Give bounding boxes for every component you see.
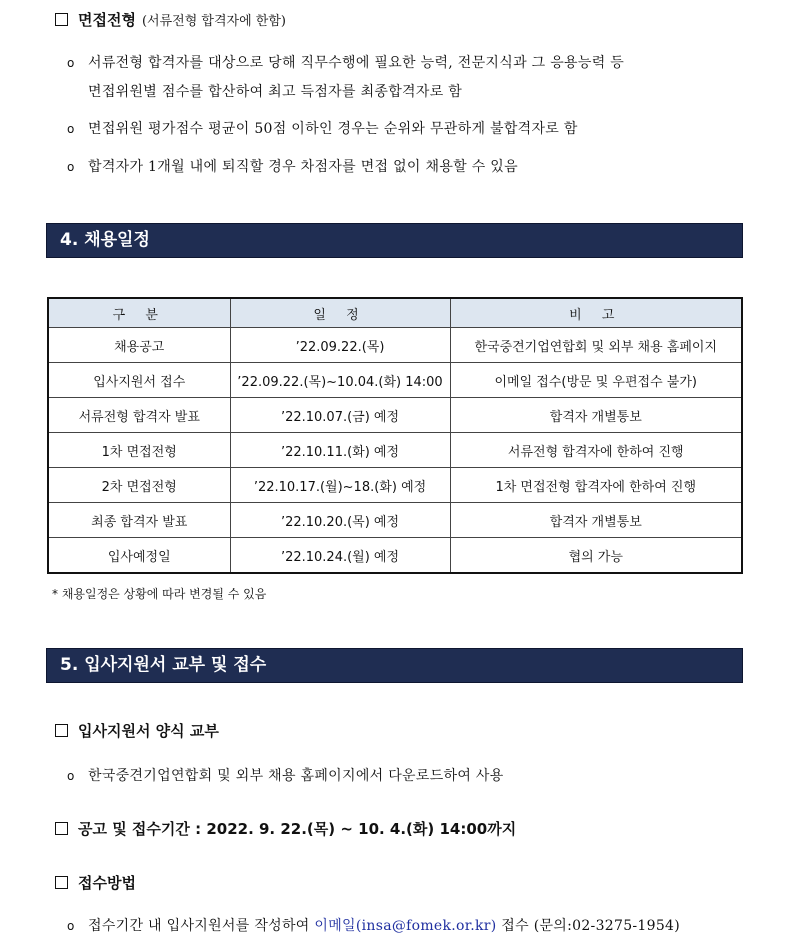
header-remarks: 비 고 bbox=[450, 298, 742, 328]
checkbox-square-icon bbox=[55, 822, 68, 835]
circle-bullet-icon: o bbox=[67, 919, 75, 933]
method-heading: 접수방법 bbox=[55, 872, 136, 893]
table-row: 입사예정일 ’22.10.24.(월) 예정 협의 가능 bbox=[48, 538, 742, 574]
table-row: 1차 면접전형 ’22.10.11.(화) 예정 서류전형 합격자에 한하여 진행 bbox=[48, 433, 742, 468]
circle-bullet-icon: o bbox=[67, 160, 75, 174]
method-bullet: o 접수기간 내 입사지원서를 작성하여 이메일(insa@fomek.or.kr) 접수 (문의:02-3275-1954) bbox=[67, 918, 681, 934]
checkbox-square-icon bbox=[55, 724, 68, 737]
table-row: 채용공고 ’22.09.22.(목) 한국중견기업연합회 및 외부 채용 홈페이지 bbox=[48, 328, 742, 363]
interview-bullet-3: o 합격자가 1개월 내에 퇴직할 경우 차점자를 면접 없이 채용할 수 있음 bbox=[67, 159, 518, 175]
table-row: 최종 합격자 발표 ’22.10.20.(목) 예정 합격자 개별통보 bbox=[48, 503, 742, 538]
circle-bullet-icon: o bbox=[67, 56, 75, 70]
interview-heading-text: 면접전형 bbox=[78, 11, 136, 29]
interview-heading-note: (서류전형 합격자에 한함) bbox=[141, 14, 286, 29]
table-row: 서류전형 합격자 발표 ’22.10.07.(금) 예정 합격자 개별통보 bbox=[48, 398, 742, 433]
circle-bullet-icon: o bbox=[67, 122, 75, 136]
interview-bullet-1: o 서류전형 합격자를 대상으로 당해 직무수행에 필요한 능력, 전문지식과 그 응용능력 등 면접위원별 점수를 합산하여 최고 득점자를 최종합격자로 함 bbox=[67, 55, 625, 100]
circle-bullet-icon: o bbox=[67, 769, 75, 783]
checkbox-square-icon bbox=[55, 13, 68, 26]
table-row: 입사지원서 접수 ’22.09.22.(목)~10.04.(화) 14:00 이메일 접수(방문 및 우편접수 불가) bbox=[48, 363, 742, 398]
interview-bullet-2: o 면접위원 평가점수 평균이 50점 이하인 경우는 순위와 무관하게 불합격자로 함 bbox=[67, 121, 578, 137]
header-schedule: 일 정 bbox=[230, 298, 450, 328]
schedule-table bbox=[47, 297, 743, 574]
interview-heading bbox=[55, 9, 286, 30]
form-heading: 입사지원서 양식 교부 bbox=[55, 720, 219, 741]
section-4-title: 4. 채용일정 bbox=[46, 223, 743, 258]
section-5-title: 5. 입사지원서 교부 및 접수 bbox=[46, 648, 743, 683]
schedule-footnote: * 채용일정은 상황에 따라 변경될 수 있음 bbox=[52, 587, 267, 601]
table-row: 2차 면접전형 ’22.10.17.(월)~18.(화) 예정 1차 면접전형 합격자에 한하여 진행 bbox=[48, 468, 742, 503]
checkbox-square-icon bbox=[55, 876, 68, 889]
header-category: 구 분 bbox=[48, 298, 230, 328]
period-heading: 공고 및 접수기간 : 2022. 9. 22.(목) ~ 10. 4.(화) 14:00까지 bbox=[55, 818, 516, 839]
form-bullet: o 한국중견기업연합회 및 외부 채용 홈페이지에서 다운로드하여 사용 bbox=[67, 768, 504, 784]
table-header-row bbox=[48, 298, 742, 328]
email-link[interactable]: 이메일(insa@fomek.or.kr) bbox=[314, 918, 497, 934]
